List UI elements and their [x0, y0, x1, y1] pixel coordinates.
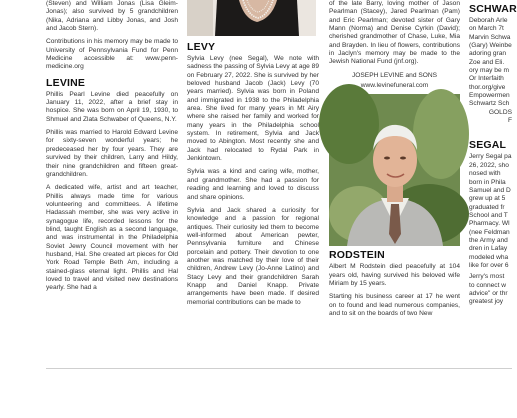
obituary-heading-segal: SEGAL — [469, 139, 507, 152]
funeral-home-fragment: F — [507, 117, 512, 125]
levy-paragraph-3: Sylvia and Jack shared a curiosity for knowledge and a passion for regional antiques. Their curiosity led them to become well-informed about American pewter, Pennsylvania furniture and Chinese porcelain and pottery. Their devotion to one another was matched by their love of their children, Andrew Levy (Jo-Anne Latino) and Stacy Levy and their grandchildren Sarah Knapp and Daniel Knapp. Private arrangements have been made. If desired memorial contributions can be made to — [187, 206, 319, 306]
segal-line: greatest joy — [469, 298, 504, 306]
segal-line: advice" or thr — [469, 289, 508, 297]
segal-line: (nee Feldman — [469, 228, 510, 236]
levy-paragraph-1: Sylvia Levy (nee Segal), We note with sadness the passing of Sylvia Levy at age 89 on February 27, 2022. She is survived by her beloved husband Jacob (Jack) Levy (70 years married). Sylvia was born in Poland and immigrated in 1938 to the Philadelphia area. She lived for many years in Mt Airy where she raised her family and worked for many years in the Philadelphia school system. In retirement, Sylvia and Jack moved to Abington. Most recently she and Jack had relocated to Rydal Park in Jenkintown. — [187, 55, 319, 163]
schwar-line: adoring gran — [469, 50, 507, 58]
schwar-line: Marvin Schwa — [469, 33, 511, 41]
schwar-line: Schwartz Sch — [469, 100, 510, 108]
column-2 — [187, 0, 319, 362]
schwar-line: Or Interfaith — [469, 75, 504, 83]
segal-line: like for over 6 — [469, 261, 509, 269]
levine-paragraph-1: Phillis Pearl Levine died peacefully on January 11, 2022, after a brief stay in hospice. She was born on April 19, 1930, to Shmuel and Zlata Schwaber of Queens, N.Y. — [46, 90, 178, 123]
levy-portrait-image — [187, 0, 316, 36]
rodstein-portrait-photo — [329, 94, 460, 246]
segal-line: Samuel and D — [469, 186, 511, 194]
contribution-note: Contributions in his memory may be made to University of Pennsylvania Fund for Penn Medicine accessible at: www.penn-medicine.org — [46, 38, 178, 71]
funeral-home-url[interactable]: www.levinefuneral.com — [360, 82, 429, 90]
rodstein-paragraph-2: Starting his business career at 17 he went on to found and lead numerous companies, and to sit on the boards of two New — [329, 293, 460, 318]
segal-line: the Army and — [469, 236, 508, 244]
segal-line: nosed with — [469, 170, 501, 178]
schwar-line: Zoe and Eli. — [469, 58, 505, 66]
funeral-home-fragment: GOLDS — [488, 108, 512, 116]
funeral-home-name: JOSEPH LEVINE and SONS — [351, 71, 438, 79]
pearlman-continuation-text: of the late Barry, loving mother of Jason Pearlman (Stacey), Jared Pearlman (Pam) and Eric Pearlman; devoted sister of Gary Mann (Norma) and Denise Cyrkin (David); cherished grandmother of Chase, Luke, Mia and Brayden. In lieu of flowers, contributions in Jaclyn's memory may be made to the Jewish National Fund (jnf.org). — [329, 0, 460, 66]
column-1 — [46, 0, 178, 362]
segal-line: born in Phila — [469, 178, 506, 186]
rodstein-paragraph-1: Albert M Rodstein died peacefully at 104 years old, having survived his beloved wife Miriam by 15 years. — [329, 263, 460, 288]
segal-line: graduated fr — [469, 203, 505, 211]
segal-line: modeled wha — [469, 253, 509, 261]
obituary-heading-rodstein: RODSTEIN — [329, 249, 385, 262]
column-3 — [329, 0, 460, 362]
schwar-line: on March 7t — [469, 25, 504, 33]
schwar-line: Empowermen — [469, 92, 510, 100]
levy-paragraph-2: Sylvia was a kind and caring wife, mother, and grandmother. She had a passion for reading and learning and loved to discuss and share opinions. — [187, 168, 319, 201]
obituary-heading-levine: LEVINE — [46, 76, 86, 89]
obituary-heading-schwar: SCHWAR — [469, 3, 517, 15]
schwar-line: ory may be m — [469, 67, 509, 75]
segal-line: to connect w — [469, 281, 507, 289]
levy-portrait-photo — [187, 0, 316, 36]
segal-line: 26, 2022, sho — [469, 161, 509, 169]
segal-line: Jerry Segal pa — [469, 153, 512, 161]
schwar-line: thor.org/give — [469, 83, 506, 91]
segal-line: Jerry's most — [469, 273, 505, 281]
rodstein-portrait-image — [329, 94, 460, 246]
obituary-continuation-text: (Steven) and William Jonas (Lisa Gleim-Jonas); also survived by 5 grandchildren (Nika, Adriana and Libby Jonas, and Josh and Jacob Stern). — [46, 0, 178, 33]
segal-line: dren in Lafay — [469, 245, 508, 253]
column-4 — [469, 0, 517, 362]
schwar-line: Deborah Arle — [469, 17, 508, 24]
levine-paragraph-3: A dedicated wife, artist and art teacher, Phillis always made time for various volunteering and committees. A lifetime Hadassah member, she was very active in synagogue life, recorded lessons for the blind, taught English as a second language, and was instrumental in the Philadelphia Soviet Jewry Council movement with her husband, Hal. She created art pieces for Old York Road Temple Beth Am, including a stained-glass eternal light. Phillis and Hal loved to travel and visited new destinations yearly. She had a — [46, 184, 178, 292]
schwar-line: (Gary) Weinbe — [469, 42, 512, 50]
page-bottom-rule — [46, 368, 512, 369]
segal-line: Pharmacy. Wl — [469, 220, 510, 228]
obituary-heading-levy: LEVY — [187, 41, 216, 53]
segal-line: School and T — [469, 211, 508, 219]
levine-paragraph-2: Phillis was married to Harold Edward Levine for sixty-seven wonderful years; he predeceased her by four years. They are survived by their children, Larry and Hildy, their nine grandchildren and fifteen great-grandchildren. — [46, 129, 178, 178]
segal-line: grew up at 5 — [469, 195, 506, 203]
